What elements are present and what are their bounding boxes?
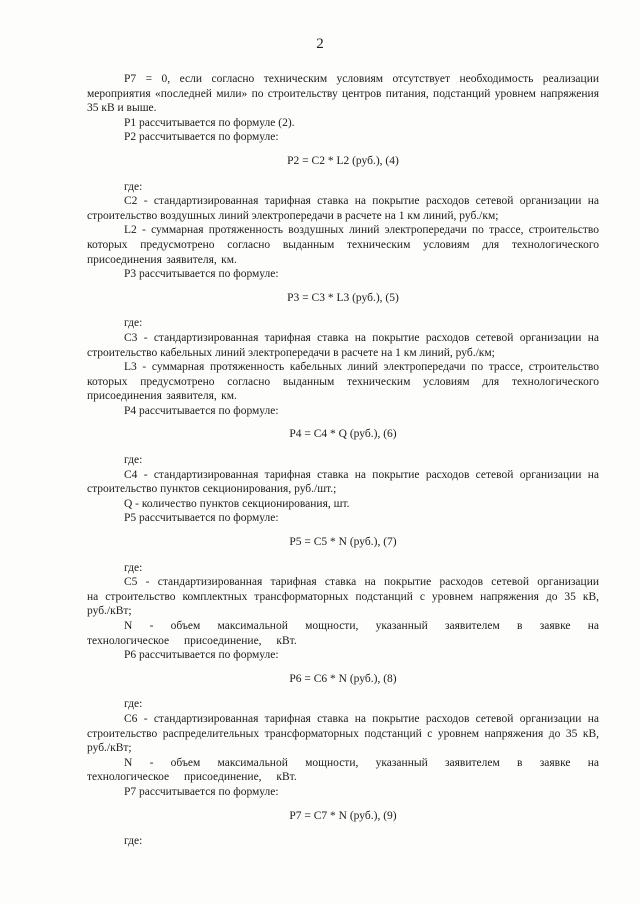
definition-l3: L3 - суммарная протяженность кабельных линий электропередачи по трассе, строительство которых предусмотрено согласно выданным техническим условиям для технологического присоединения заявителя, км. bbox=[87, 361, 599, 403]
formula-5: Р3 = С3 * L3 (руб.), (5) bbox=[287, 291, 399, 304]
paragraph-p6-intro: Р6 рассчитывается по формуле: bbox=[124, 649, 279, 662]
formula-7: Р5 = С5 * N (руб.), (7) bbox=[289, 536, 397, 549]
paragraph-p5-intro: Р5 рассчитывается по формуле: bbox=[124, 512, 279, 525]
paragraph-p7-zero: Р7 = 0, если согласно техническим условиям отсутствует необходимость реализации мероприятия «последней мили» по строительству центров питания, подстанций уровнем напряжения 35 кВ и выше. bbox=[87, 73, 599, 115]
where-label: где: bbox=[124, 317, 143, 330]
paragraph-p4-intro: Р4 рассчитывается по формуле: bbox=[124, 404, 279, 417]
formula-9: Р7 = С7 * N (руб.), (9) bbox=[289, 809, 397, 822]
formula-4: Р2 = С2 * L2 (руб.), (4) bbox=[287, 154, 399, 167]
page-number: 2 bbox=[316, 36, 324, 52]
where-label: где: bbox=[124, 180, 143, 193]
definition-c4: С4 - стандартизированная тарифная ставка на покрытие расходов сетевой организации на строительство пунктов секционирования, руб./шт.; bbox=[87, 468, 599, 496]
where-label: где: bbox=[124, 561, 143, 574]
where-label: где: bbox=[124, 698, 143, 711]
definition-c2: С2 - стандартизированная тарифная ставка на покрытие расходов сетевой организации на строительство воздушных линий электропередачи в расчете на 1 км линий, руб./км; bbox=[87, 195, 599, 222]
definition-n-2: N - объем максимальной мощности, указанный заявителем в заявке на технологическое присоединение, кВт. bbox=[87, 756, 599, 784]
formula-8: Р6 = С6 * N (руб.), (8) bbox=[289, 672, 397, 685]
paragraph-p3-intro: Р3 рассчитывается по формуле: bbox=[124, 268, 279, 281]
document-body bbox=[87, 72, 599, 849]
definition-c3: С3 - стандартизированная тарифная ставка на покрытие расходов сетевой организации на строительство кабельных линий электропередачи в расчете на 1 км линий, руб./км; bbox=[87, 331, 599, 359]
paragraph-p1-formula-ref: Р1 рассчитывается по формуле (2). bbox=[124, 116, 295, 129]
definition-n-1: N - объем максимальной мощности, указанный заявителем в заявке на технологическое присоединение, кВт. bbox=[87, 620, 599, 647]
where-label: где: bbox=[124, 454, 143, 467]
definition-c5: С5 - стандартизированная тарифная ставка на покрытие расходов сетевой организации на строительство комплектных трансформаторных подстанций с уровнем напряжения до 35 кВ, руб./кВт; bbox=[87, 576, 599, 618]
paragraph-p7-intro: Р7 рассчитывается по формуле: bbox=[124, 785, 279, 798]
where-label: где: bbox=[124, 835, 143, 848]
definition-l2: L2 - суммарная протяженность воздушных линий электропередачи по трассе, строительство которых предусмотрено согласно выданным техническим условиям для технологического присоединения заявителя, км. bbox=[87, 224, 599, 266]
paragraph-p2-intro: Р2 рассчитывается по формуле: bbox=[124, 131, 279, 144]
definition-c6: С6 - стандартизированная тарифная ставка на покрытие расходов сетевой организации на строительство распределительных трансформаторных подстанций с уровнем напряжения до 35 кВ, руб./кВт; bbox=[87, 712, 599, 755]
definition-q: Q - количество пунктов секционирования, шт. bbox=[124, 497, 350, 510]
formula-6: Р4 = С4 * Q (руб.), (6) bbox=[289, 428, 397, 441]
